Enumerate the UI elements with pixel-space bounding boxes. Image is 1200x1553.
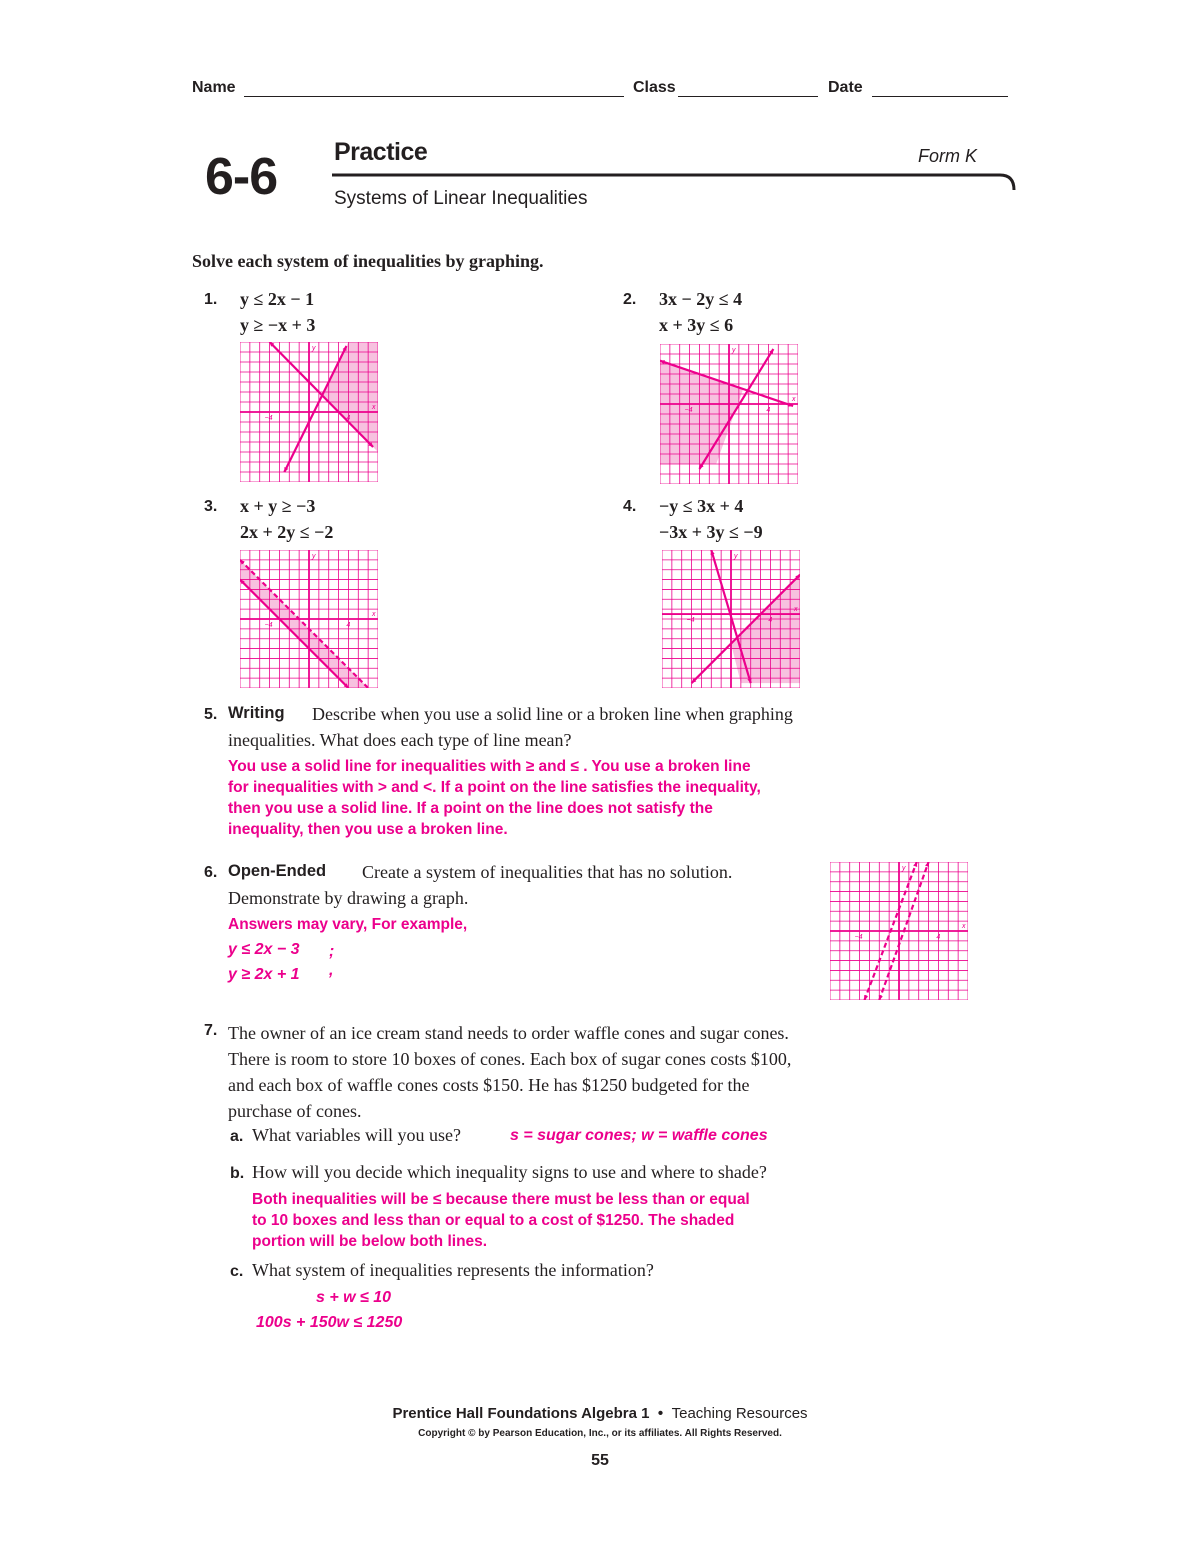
y-axis-label: y: [312, 553, 316, 560]
problem-4-eq1: −y ≤ 3x + 4: [659, 496, 744, 516]
q5-answer: You use a solid line for inequalities with ≥ and ≤ . You use a broken line for inequalities with > and <. If a point on the line satisfies the inequality, then you use a solid line. If a point on the line does not satisfy the inequality, then you use a broken line.: [228, 758, 761, 838]
x-axis-label: x: [794, 606, 798, 614]
name-label: Name: [192, 79, 236, 96]
problem-2-eq2: x + 3y ≤ 6: [659, 315, 734, 335]
instructions: Solve each system of inequalities by graphing.: [192, 251, 544, 271]
shaded-region: [660, 361, 743, 464]
q5-text: inequalities. What does each type of line mean?: [228, 730, 572, 750]
arrowhead: [925, 862, 929, 867]
tick-label: 4: [768, 617, 773, 625]
q7b-answer: Both inequalities will be ≤ because there must be less than or equal to 10 boxes and less than or equal to a cost of $1250. The shaded portion will be below both lines.: [252, 1191, 750, 1250]
q7b-text: How will you decide which inequality signs to use and where to shade?: [252, 1162, 767, 1182]
q6-text: Demonstrate by drawing a graph.: [228, 888, 469, 908]
q7c-answer-1: s + w ≤ 10: [316, 1289, 392, 1306]
footer-book: Prentice Hall Foundations Algebra 1: [392, 1405, 650, 1422]
problem-1-eq2: y ≥ −x + 3: [240, 315, 316, 335]
q7c-label: c.: [230, 1263, 244, 1280]
page-subtitle: Systems of Linear Inequalities: [334, 188, 588, 209]
q5-text: Describe when you use a solid line or a broken line when graphing: [312, 704, 793, 724]
tick-label: −4: [686, 617, 695, 625]
q7a-answer: s = sugar cones; w = waffle cones: [510, 1127, 768, 1144]
form-label: Form K: [918, 146, 978, 166]
arrowhead: [879, 995, 883, 1000]
page-title: Practice: [334, 138, 428, 166]
problem-number: 7.: [204, 1022, 218, 1039]
problem-3-graph: [240, 550, 378, 688]
q6-label: Open-Ended: [228, 862, 327, 880]
problem-number: 5.: [204, 706, 218, 723]
problem-number: 3.: [204, 498, 218, 515]
problem-4-eq2: −3x + 3y ≤ −9: [659, 522, 763, 542]
class-label: Class: [633, 79, 676, 96]
x-axis-label: x: [962, 923, 966, 930]
arrowhead: [913, 862, 917, 867]
q6-answer-eq2: y ≥ 2x + 1: [228, 966, 300, 983]
q7-text: The owner of an ice cream stand needs to order waffle cones and sugar cones. There is room to store 10 boxes of cones. Each box of sugar cones costs $100, and each box of waffle cones costs $150. He has $1250 budgeted for the purchase of cones.: [228, 1023, 792, 1121]
tick-label: 4: [346, 415, 351, 422]
y-axis-label: y: [312, 345, 316, 352]
shaded-region: [322, 342, 378, 452]
lesson-number: 6-6: [205, 148, 278, 206]
q6-graph: [830, 862, 968, 1000]
y-axis-label: y: [902, 865, 906, 872]
q6-text: Create a system of inequalities that has no solution.: [362, 862, 733, 882]
x-axis-label: x: [372, 611, 376, 618]
problem-4-graph: [662, 550, 800, 688]
problem-number: 6.: [204, 864, 218, 881]
q7a-text: What variables will you use?: [252, 1125, 461, 1145]
q7c-text: What system of inequalities represents the information?: [252, 1260, 654, 1280]
q6-answer-intro: Answers may vary, For example,: [228, 916, 468, 933]
tick-label: 4: [766, 407, 771, 414]
q6-answer-eq1: y ≤ 2x − 3: [228, 941, 300, 958]
name-field[interactable]: [244, 82, 624, 97]
x-axis-label: x: [372, 404, 376, 411]
problem-2-graph: [660, 344, 798, 484]
footer-resources: Teaching Resources: [671, 1405, 808, 1422]
q5-label: Writing: [228, 704, 285, 722]
footer-book-line: [0, 1405, 1200, 1423]
y-axis-label: y: [732, 347, 736, 354]
y-axis-label: y: [734, 553, 738, 560]
problem-number: 1.: [204, 291, 218, 308]
q6-answer-end: ,: [329, 962, 334, 979]
problem-number: 2.: [623, 291, 637, 308]
date-field[interactable]: [872, 82, 1008, 97]
problem-3-eq2: 2x + 2y ≤ −2: [240, 522, 334, 542]
q7c-answer-2: 100s + 150w ≤ 1250: [256, 1314, 403, 1331]
q7b-label: b.: [230, 1165, 245, 1182]
problem-number: 4.: [623, 498, 637, 515]
problem-3-eq1: x + y ≥ −3: [240, 496, 316, 516]
page-number: 55: [591, 1452, 609, 1469]
tick-label: −4: [684, 407, 693, 414]
problem-2-eq1: 3x − 2y ≤ 4: [659, 289, 743, 309]
q6-answer-sep: ;: [329, 943, 335, 960]
footer-copyright: Copyright © by Pearson Education, Inc., or its affiliates. All Rights Reserved.: [418, 1428, 782, 1439]
date-label: Date: [828, 79, 863, 96]
tick-label: −4: [264, 415, 273, 422]
tick-label: 4: [936, 934, 941, 941]
footer-bullet: •: [657, 1405, 664, 1422]
problem-1-eq1: y ≤ 2x − 1: [240, 289, 315, 309]
boundary-line: [240, 580, 351, 688]
class-field[interactable]: [678, 82, 818, 97]
problem-1-graph: [240, 342, 378, 482]
x-axis-label: x: [792, 396, 796, 403]
tick-label: −4: [854, 934, 863, 941]
q7a-label: a.: [230, 1128, 244, 1145]
tick-label: 4: [346, 622, 351, 629]
tick-label: −4: [264, 622, 273, 629]
